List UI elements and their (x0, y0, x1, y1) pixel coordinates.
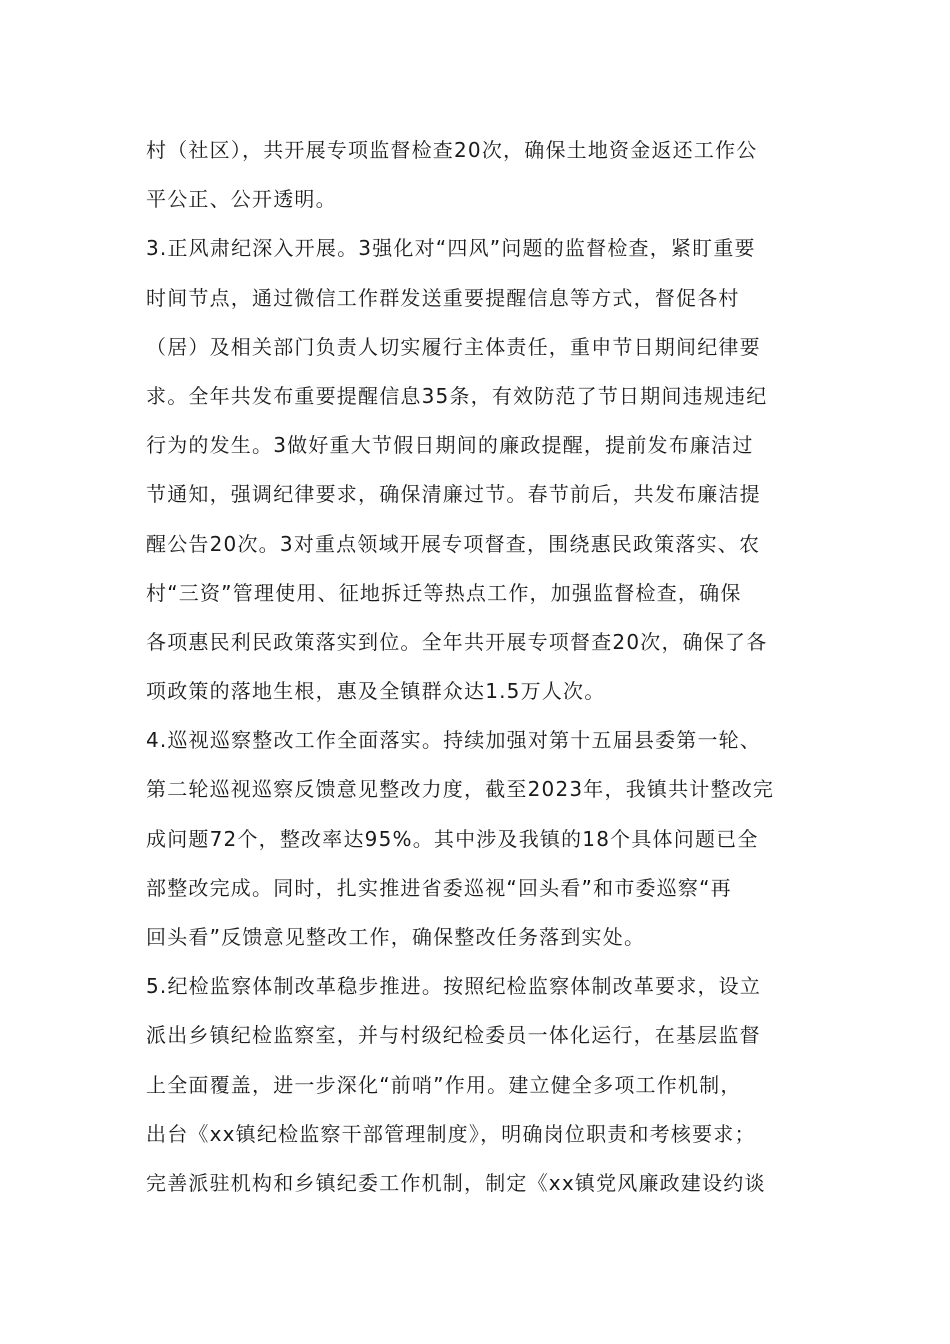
text-line: 上全面覆盖，进一步深化“前哨”作用。建立健全多项工作机制， (146, 1072, 742, 1097)
text-line: 村“三资”管理使用、征地拆迁等热点工作，加强监督检查，确保 (146, 580, 742, 605)
text-line: （居）及相关部门负责人切实履行主体责任，重申节日期间纪律要 (146, 334, 761, 359)
text-line: 平公正、公开透明。 (146, 187, 337, 212)
text-line: 回头看”反馈意见整改工作，确保整改任务落到实处。 (146, 925, 646, 949)
text-line: 5.纪检监察体制改革稳步推进。按照纪检监察体制改革要求，设立 (146, 974, 762, 999)
text-line: 醒公告20次。3对重点领域开展专项督查，围绕惠民政策落实、农 (146, 531, 761, 556)
text-line: 4.巡视巡察整改工作全面落实。持续加强对第十五届县委第一轮、 (146, 728, 762, 753)
text-line: 出台《xx镇纪检监察干部管理制度》，明确岗位职责和考核要求； (146, 1121, 756, 1146)
text-line: 求。全年共发布重要提醒信息35条，有效防范了节日期间违规违纪 (146, 383, 768, 408)
text-line: 行为的发生。3做好重大节假日期间的廉政提醒，提前发布廉洁过 (146, 433, 754, 458)
text-line: 完善派驻机构和乡镇纪委工作机制，制定《xx镇党风廉政建设约谈 (146, 1170, 766, 1195)
text-line: 节通知，强调纪律要求，确保清廉过节。春节前后，共发布廉洁提 (146, 482, 761, 507)
text-line: 各项惠民利民政策落实到位。全年共开展专项督查20次，确保了各 (146, 629, 768, 654)
document-body (146, 126, 810, 1208)
text-line: 派出乡镇纪检监察室，并与村级纪检委员一体化运行，在基层监督 (146, 1023, 761, 1048)
text-line: 3.正风肃纪深入开展。3强化对“四风”问题的监督检查，紧盯重要 (146, 236, 756, 261)
text-line: 第二轮巡视巡察反馈意见整改力度，截至2023年，我镇共计整改完 (146, 777, 775, 802)
text-line: 时间节点，通过微信工作群发送重要提醒信息等方式，督促各村 (146, 285, 740, 310)
text-line: 部整改完成。同时，扎实推进省委巡视“回头看”和市委巡察“再 (146, 875, 732, 900)
text-line: 村（社区），共开展专项监督检查20次，确保土地资金返还工作公 (146, 138, 758, 162)
text-line: 项政策的落地生根，惠及全镇群众达1.5万人次。 (146, 679, 606, 704)
text-line: 成问题72个，整改率达95%。其中涉及我镇的18个具体问题已全 (146, 826, 759, 851)
